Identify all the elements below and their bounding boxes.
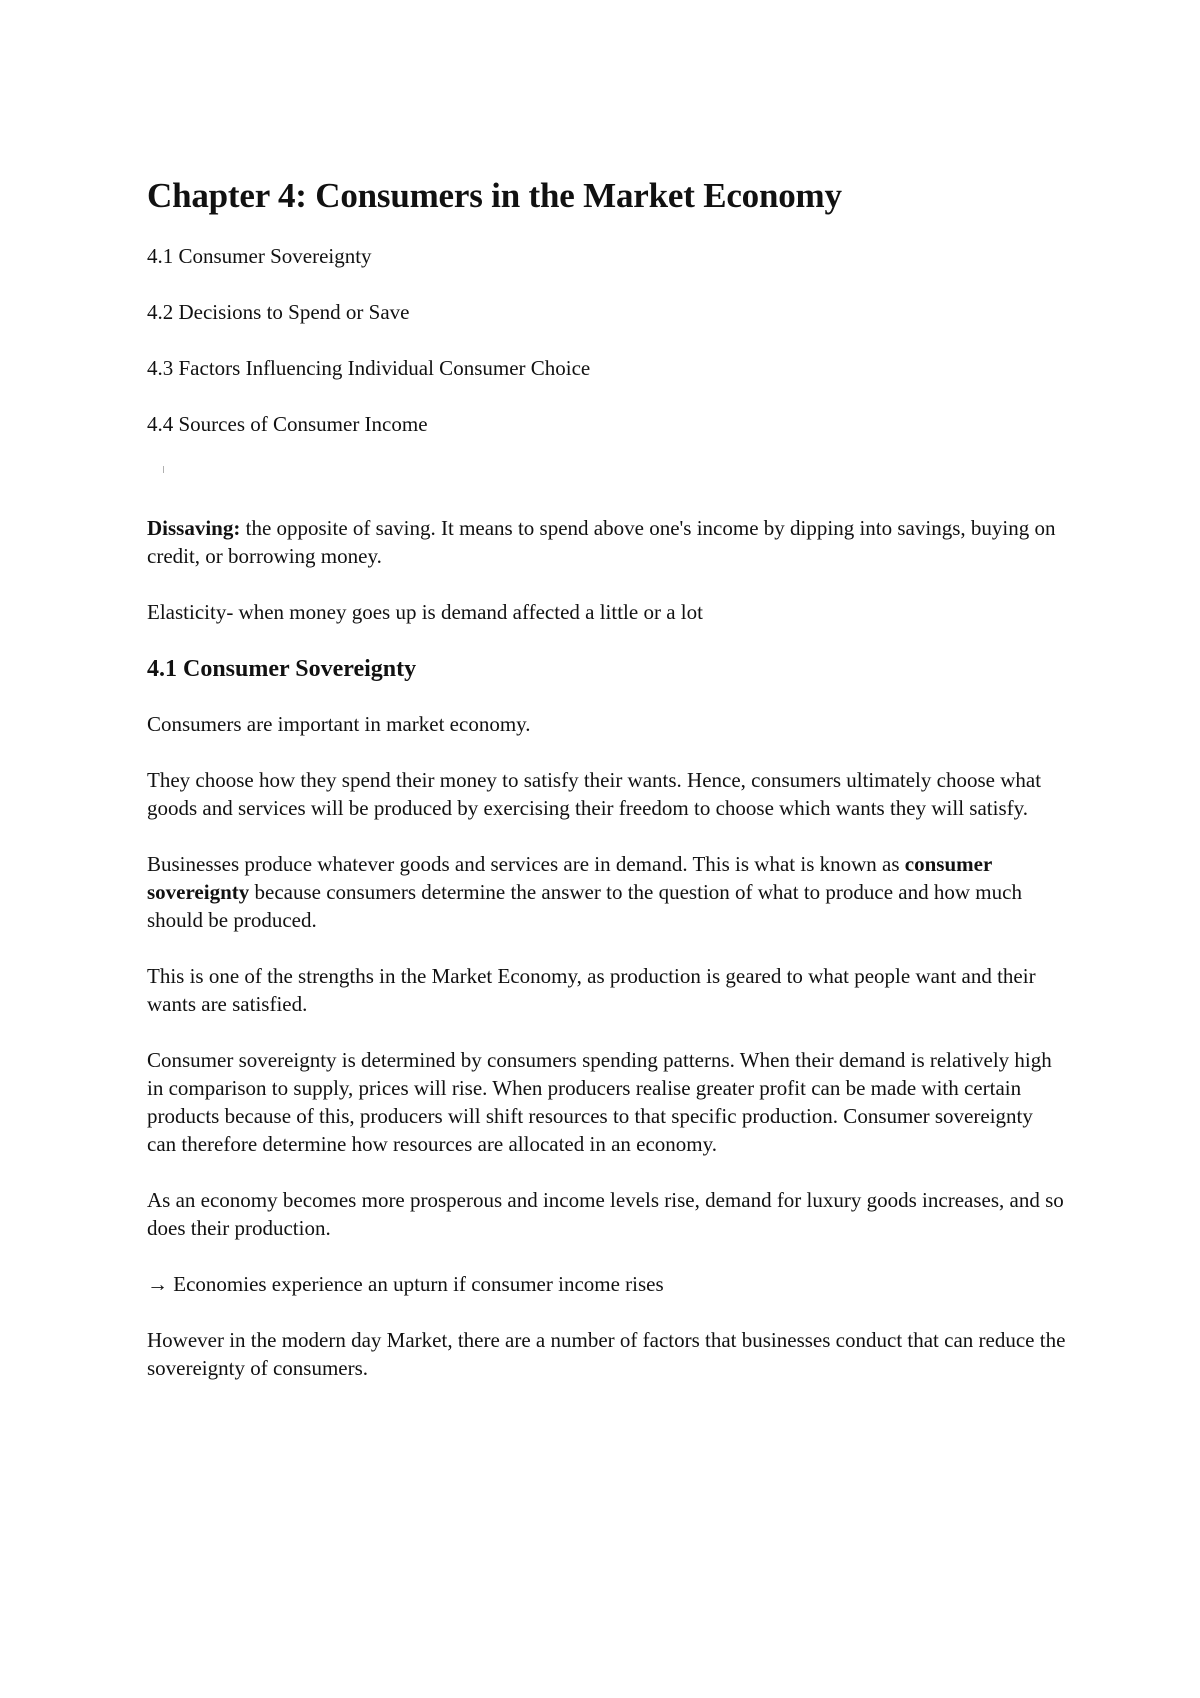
paragraph-7-arrow-note: → Economies experience an upturn if consumer income rises bbox=[147, 1272, 664, 1296]
toc-item-4-4: 4.4 Sources of Consumer Income bbox=[147, 412, 428, 436]
paragraph-1: Consumers are important in market economy. bbox=[147, 712, 531, 736]
toc-item-4-3: 4.3 Factors Influencing Individual Consumer Choice bbox=[147, 356, 591, 380]
paragraph-3-before: Businesses produce whatever goods and services are in demand. This is what is known as bbox=[147, 852, 905, 876]
paragraph-3 bbox=[147, 850, 1067, 934]
table-of-contents bbox=[147, 242, 1067, 438]
paragraph-4: This is one of the strengths in the Market Economy, as production is geared to what people want and their wants are satisfied. bbox=[147, 964, 1036, 1016]
elasticity-definition: Elasticity- when money goes up is demand affected a little or a lot bbox=[147, 600, 703, 624]
consumer-sovereignty-term: consumer sovereignty bbox=[147, 852, 992, 904]
dissaving-definition bbox=[147, 514, 1067, 570]
section-heading-4-1: 4.1 Consumer Sovereignty bbox=[147, 656, 417, 682]
paragraph-8: However in the modern day Market, there are a number of factors that businesses conduct that can reduce the sovereignty of consumers. bbox=[147, 1328, 1066, 1380]
dissaving-term: Dissaving: bbox=[147, 516, 241, 540]
document-page bbox=[147, 176, 1067, 1410]
paragraph-2: They choose how they spend their money to satisfy their wants. Hence, consumers ultimately choose what goods and services will be produced by exercising their freedom to choose which wants they will satisfy. bbox=[147, 768, 1042, 820]
dissaving-text: the opposite of saving. It means to spend above one's income by dipping into savings, buying on credit, or borrowing money. bbox=[147, 516, 1056, 568]
toc-item-4-2: 4.2 Decisions to Spend or Save bbox=[147, 300, 410, 324]
paragraph-5: Consumer sovereignty is determined by consumers spending patterns. When their demand is relatively high in comparison to supply, prices will rise. When producers realise greater profit can be made with certain products because of this, producers will shift resources to that specific production. Consumer sovereignty can therefore determine how resources are allocated in an economy. bbox=[147, 1048, 1052, 1156]
paragraph-3-after: because consumers determine the answer to the question of what to produce and how much should be produced. bbox=[147, 880, 1022, 932]
toc-item-4-1: 4.1 Consumer Sovereignty bbox=[147, 244, 372, 268]
chapter-title: Chapter 4: Consumers in the Market Economy bbox=[147, 176, 842, 215]
paragraph-6: As an economy becomes more prosperous and income levels rise, demand for luxury goods increases, and so does their production. bbox=[147, 1188, 1064, 1240]
